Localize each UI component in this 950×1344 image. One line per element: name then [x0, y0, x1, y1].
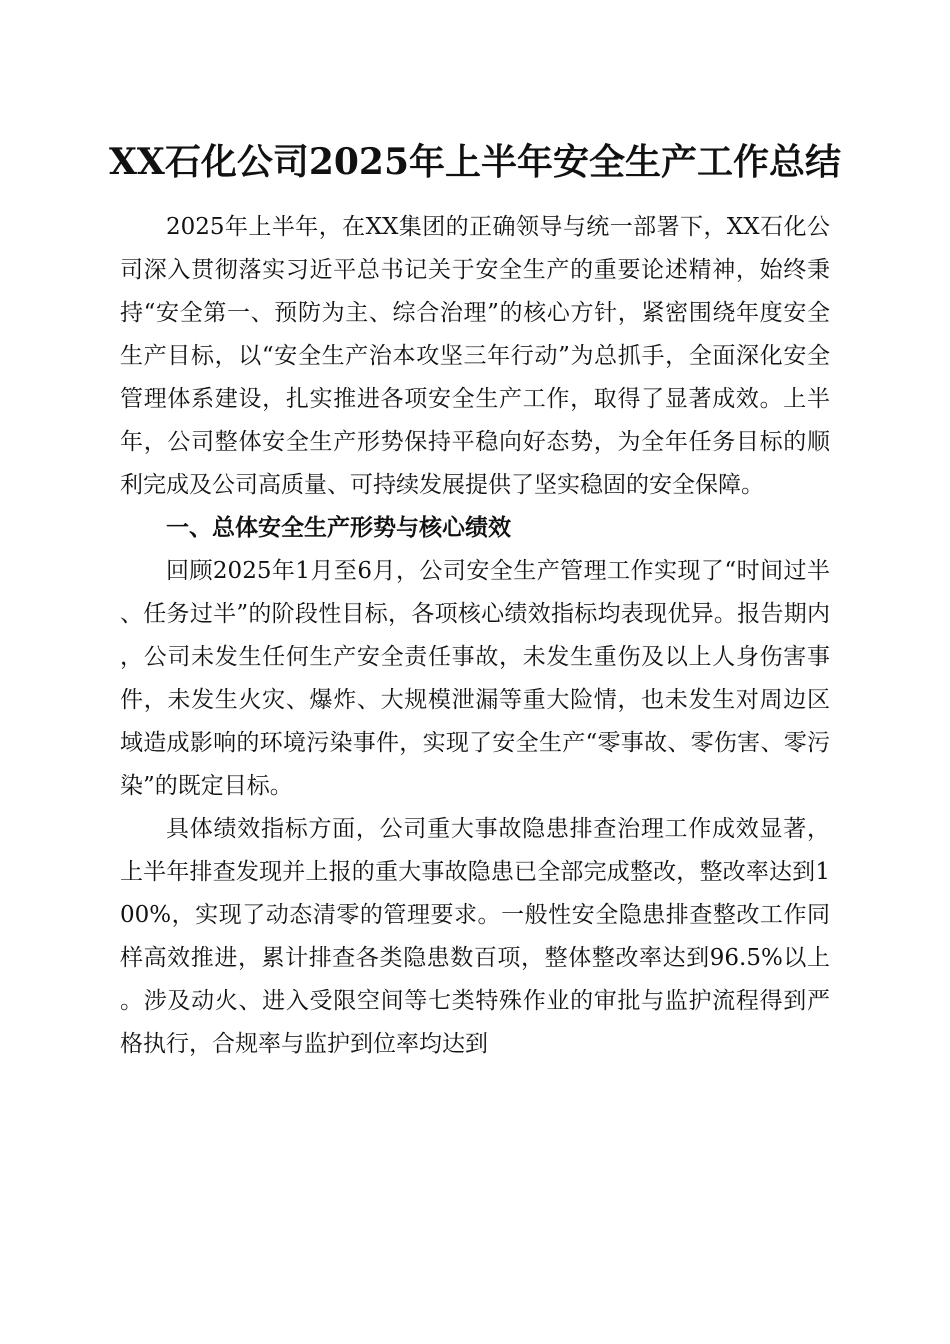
section-heading-1: 一、总体安全生产形势与核心绩效: [166, 515, 511, 541]
intro-paragraph: 2025年上半年，在XX集团的正确领导与统一部署下，XX石化公司深入贯彻落实习近平总书记关于安全生产的重要论述精神，始终秉持“安全第一、预防为主、综合治理”的核心方针，紧密围绕年度安全生产目标，以“安全生产治本攻坚三年行动”为总抓手，全面深化安全管理体系建设，扎实推进各项安全生产工作，取得了显著成效。上半年，公司整体安全生产形势保持平稳向好态势，为全年任务目标的顺利完成及公司高质量、可持续发展提供了坚实稳固的安全保障。: [120, 214, 830, 498]
section-1-paragraph-1: 回顾2025年1月至6月，公司安全生产管理工作实现了“时间过半、任务过半”的阶段性目标，各项核心绩效指标均表现优异。报告期内，公司未发生任何生产安全责任事故，未发生重伤及以上人身伤害事件，未发生火灾、爆炸、大规模泄漏等重大险情，也未发生对周边区域造成影响的环境污染事件，实现了安全生产“零事故、零伤害、零污染”的既定目标。: [120, 558, 830, 799]
section-1-paragraph-2: 具体绩效指标方面，公司重大事故隐患排查治理工作成效显著，上半年排查发现并上报的重大事故隐患已全部完成整改，整改率达到100%，实现了动态清零的管理要求。一般性安全隐患排查整改工作同样高效推进，累计排查各类隐患数百项，整体整改率达到96.5%以上。涉及动火、进入受限空间等七类特殊作业的审批与监护流程得到严格执行，合规率与监护到位率均达到: [120, 816, 830, 1057]
document-title: XX石化公司2025年上半年安全生产工作总结: [108, 141, 842, 183]
document-body: [120, 206, 830, 1066]
